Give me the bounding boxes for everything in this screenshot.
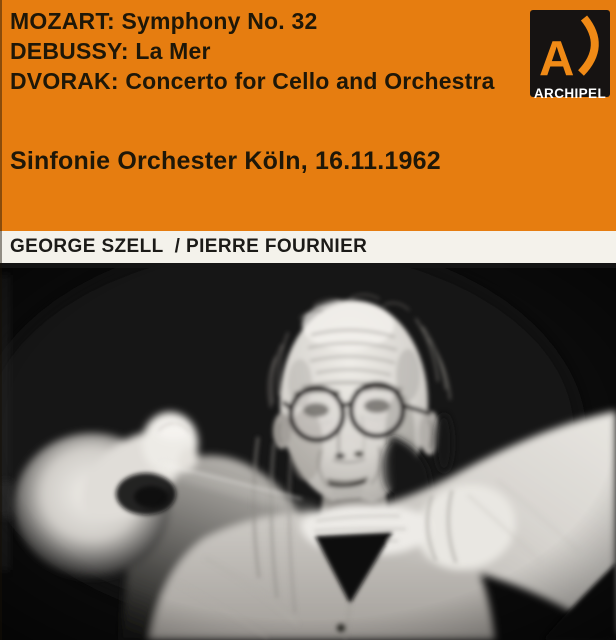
archipel-logo xyxy=(530,10,610,101)
logo-letter-a: A xyxy=(539,32,575,78)
vignette xyxy=(0,263,616,640)
performance-line: Sinfonie Orchester Köln, 16.11.1962 xyxy=(10,147,441,175)
title-line-dvorak: DVORAK: Concerto for Cello and Orchestra xyxy=(10,68,495,94)
title-line-debussy: DEBUSSY: La Mer xyxy=(10,38,211,64)
header-panel xyxy=(0,0,616,231)
logo-paren-arc xyxy=(581,18,595,73)
album-title-block xyxy=(10,6,495,96)
photo-top-seam xyxy=(0,263,616,268)
conductor-photo xyxy=(0,263,616,640)
artist-names: GEORGE SZELL / PIERRE FOURNIER xyxy=(10,236,368,257)
artist-bar xyxy=(0,231,616,263)
title-line-mozart: MOZART: Symphony No. 32 xyxy=(10,8,318,34)
logo-wordmark: ARCHIPEL xyxy=(533,86,607,101)
archipel-logo-mark-icon xyxy=(530,12,610,78)
